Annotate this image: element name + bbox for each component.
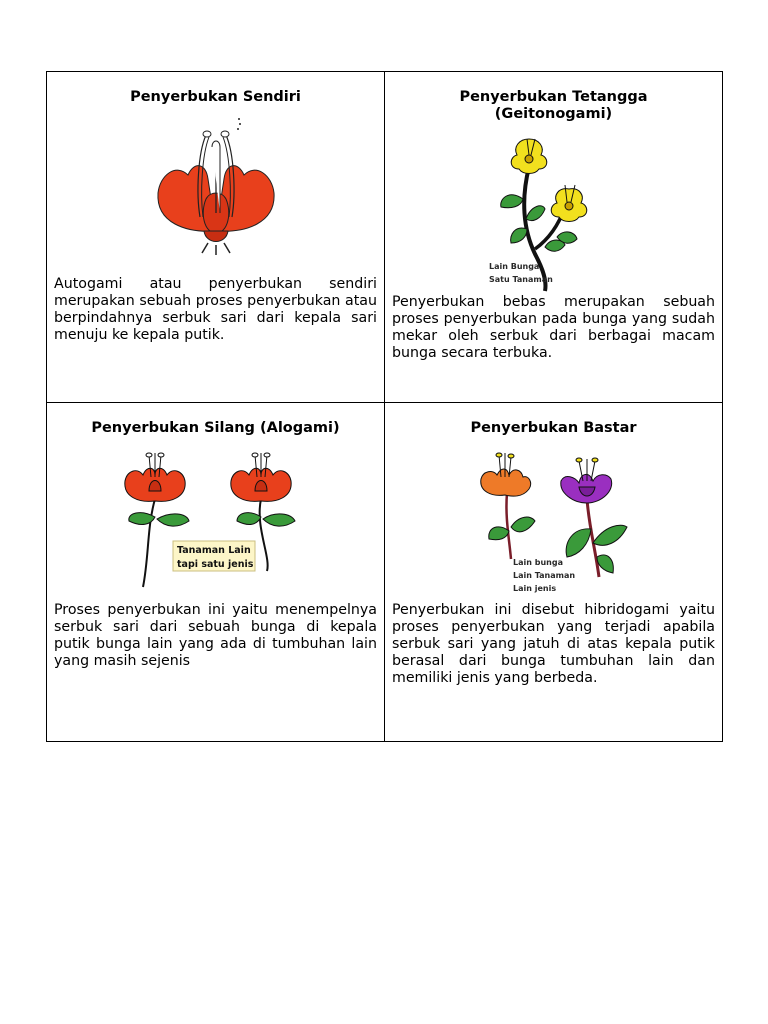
cell-description: Proses penyerbukan ini yaitu menempelnya serbuk sari dari sebuah bunga di kepala putik bunga lain yang ada di tumbuhan lain yang masih sejenis (54, 602, 377, 669)
cell-cross-pollination (47, 403, 385, 742)
cell-title-line2: (Geitonogami) (494, 106, 613, 122)
image-label: Lain jenis (512, 584, 556, 593)
cell-description: Penyerbukan ini disebut hibridogami yaitu proses penyerbukan yang terjadi apabila serbuk sari yang jatuh di atas kepala putik berasal dari bunga tumbuhan lain dan memiliki jenis yang berbeda. (392, 602, 715, 686)
cell-self-pollination (47, 72, 385, 403)
image-label: Lain Tanaman (512, 571, 575, 580)
cell-title-line1: Penyerbukan Tetangga (459, 89, 648, 105)
cell-description: Penyerbukan bebas merupakan sebuah proses penyerbukan pada bunga yang sudah mekar oleh serbuk dari berbagai macam bunga secara terbuka. (392, 294, 715, 361)
image-label: tapi satu jenis (176, 559, 253, 570)
mixed-flowers-illustration (469, 447, 639, 597)
cell-bastar-pollination (385, 403, 723, 742)
table-row (47, 72, 723, 403)
red-flower-illustration (146, 113, 286, 263)
image-label: Satu Tanaman (488, 275, 553, 284)
cell-description: Autogami atau penyerbukan sendiri merupakan sebuah proses penyerbukan atau berpindahnya serbuk sari dari kepala sari menuju ke kepala putik. (54, 276, 377, 343)
table-row (47, 403, 723, 742)
pollination-table (46, 71, 723, 742)
cell-title: Penyerbukan Silang (Alogami) (91, 420, 340, 436)
two-red-flowers-illustration (121, 447, 311, 597)
yellow-flower-illustration (479, 129, 629, 294)
cell-title: Penyerbukan Bastar (470, 420, 637, 436)
cell-title: Penyerbukan Sendiri (130, 89, 301, 105)
image-label: Tanaman Lain (176, 545, 251, 556)
image-label: Lain Bunga (488, 262, 539, 271)
image-label: Lain bunga (512, 558, 563, 567)
cell-neighbor-pollination (385, 72, 723, 403)
